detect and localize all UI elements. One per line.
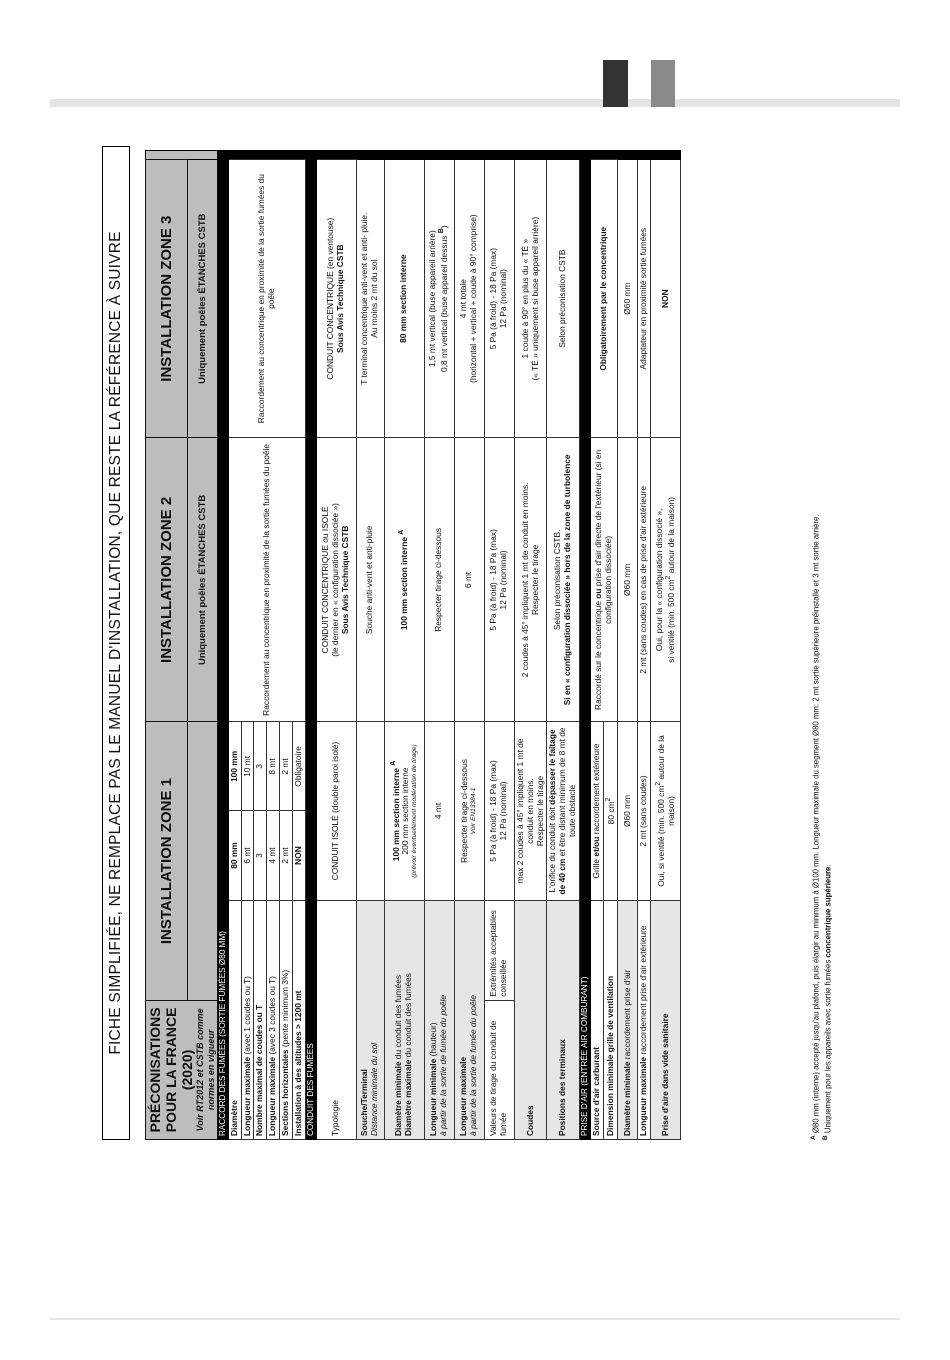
raccord-zone2: Raccordement au concentrique en proximité de la sortie fumées du poêle <box>228 438 305 722</box>
row-diametre-prise: Diamètre minimale raccordement prise d'air Ø60 mm Ø60 mm Ø60 mm <box>618 151 638 1140</box>
section-raccord: RACCORD DES FUMÉES (SORTIE FUMÉES Ø80 MM) <box>217 151 228 1140</box>
precon-header: PRÉCONISATIONS POUR LA FRANCE (2020) Voir RT2012 et CSTB comme normes en vigueur <box>146 1000 218 1139</box>
row-source-air: Source d'air carburant Grille et/ou raccordement extérieure Raccordé sur le concentrique ou prise d'air directe de l'extérieur (si en configuration dissociée) Obligatoirement par le concentrique <box>590 151 603 1140</box>
row-sections-horizontales: Sections horizontales (pente minimum 3%) 2 mt 2 mt <box>280 151 293 1140</box>
document-title: FICHE SIMPLIFIÉE, NE REMPLACE PAS LE MANUEL D'INSTALLATION, QUE RESTE LA RÉFÉRENCE À SUIVRE <box>102 146 130 1140</box>
row-longueur-min: Longueur minimale (hauteur) à partir de la sortie de fumée du poêle 4 mt Respecter tirage ci-dessous 1,5 mt vertical (buse appareil arrière) 0,8 mt vertical (buse appareil dessus $^B$) <box>424 151 454 1140</box>
section-prise: PRISE D'AIR (ENTRÉE AIR COMBURANT) <box>580 151 591 1140</box>
row-longueur-3-coudes: Longueur maximale (avec 3 coudes ou T) 4 mt 8 mt <box>267 151 280 1140</box>
footnote-a: $^A$ Ø80 mm (interne) accepté jusqu'au plafond, puis élargir au minimum à Ø100 mm. Longueur maximale du segment Ø80 mm: 2 mt sortie supérieure préinstallé et 3 mt sortie arrière. <box>810 514 821 1140</box>
zone2-header: INSTALLATION ZONE 2 <box>146 438 188 722</box>
row-positions: Positions des terminaux L'orifice du conduit doit dépasser le faîtage de 40 cm et être distant minimum de 8 mt de toute obstacle Selon préconisation CSTB. Si en « configuration dissociée » hors de la zone de turbolence Selon préconisation CSTB <box>547 151 580 1140</box>
preconisations-table <box>145 150 681 1140</box>
row-diametre: Diamètre 80 mm 100 mm Raccordement au concentrique en proximité de la sortie fumées du poêle Raccordement au concentrique en proximité de la sortie fumées du poêle <box>228 151 241 1140</box>
zone2-subheader: Uniquement poêles ÉTANCHES CSTB <box>187 438 217 722</box>
row-coudes: Coudes max 2 coudes à 45° impliquent 1 mt de conduit en moins. Respecter le tirage 2 coudes à 45° impliquent 1 mt de conduit en moins. Respecter le tirage 1 coude à 90° en plus du « TÉ » (« TÉ » uniquement si buse appareil arrière) <box>514 151 547 1140</box>
zone1-subheader <box>187 722 217 1000</box>
row-dimension-grille: Dimension minimale grille de ventilation 80 $cm^2$ <box>603 151 618 1140</box>
footnote-b: $^B$ Uniquement pour les appareils avec sortie fumées concentrique supérieure. <box>821 864 833 1140</box>
raccord-zone3: Raccordement au concentrique en proximité de la sortie fumées du poêle <box>228 159 305 437</box>
row-souche: Souche/Terminal Distance minimale du sol Souche anti-vent et anti-pluie T terminal concentrique anti-vent et anti- pluie. Au moins 2 mt du sol <box>356 151 384 1140</box>
zone1-header: INSTALLATION ZONE 1 <box>146 722 188 1000</box>
row-diametre-conduit: Diamètre minimale du conduit des fumées Diamètre maximale du conduit des fumées 100 mm section interne $^A$ 200 mm section interne (prévoir éventuellement modération de tirage) 100 mm section interne $^A$ 80 mm section interne <box>384 151 424 1140</box>
section-conduit: CONDUIT DES FUMÉES <box>306 151 317 1140</box>
row-typologie: Typologie CONDUIT ISOLÉ (double paroi isolé) CONDUIT CONCENTRIQUE ou ISOLÉ (le dernier en « configuration dissociée ») Sous Avis Technique CSTB CONDUIT CONCENTRIQUE (en ventouse) Sous Avis Technique CSTB <box>316 151 356 1140</box>
zone3-subheader: Uniquement poêles ÉTANCHES CSTB <box>187 159 217 437</box>
row-tirage: Valeurs de tirage du conduit de fumée Extrémités acceptables conseillée 5 Pa (à froid) - 18 Pa (max) 12 Pa (nominal) 5 Pa (à froid) - 18 Pa (max) 12 Pa (nominal) 5 Pa (à froid) - 18 Pa (max) 12 Pa (nominal) <box>484 151 514 1140</box>
row-vide-sanitaire: Prise d'aire dans vide sanitaire Oui, si ventilé (min. 500 $cm^2$ autour de la maison) Oui, pour la « configuration dissocié », si ventilé (min. 500 $cm^2$ autour de la maison) NON <box>651 151 681 1140</box>
footnotes <box>810 240 833 1140</box>
row-longueur-prise: Longueur maximale raccordement prise d'air extérieure 2 mt (sans coudes) 2 mt (sans coudes) en cas de prise d'air extérieure Adaptateur en proximité sortie fumées <box>638 151 651 1140</box>
row-longueur-max: Longueur maximale (avec 1 coudes ou T) 6 mt 10 mt <box>241 151 254 1140</box>
row-altitudes: Installation à des altitudes > 1200 mt NON Obligatoire <box>293 151 306 1140</box>
zone3-header: INSTALLATION ZONE 3 <box>146 159 188 437</box>
row-longueur-max-conduit: Longueur maximale à partir de la sortie de fumée du poêle Respecter tirage ci-dessous Voir EN13384-1 6 mt 4 mt totale (horizontal + vertical + coude à 90° comprise) <box>454 151 484 1140</box>
row-nombre-coudes: Nombre maximal de coudes ou T 3 3 <box>254 151 267 1140</box>
